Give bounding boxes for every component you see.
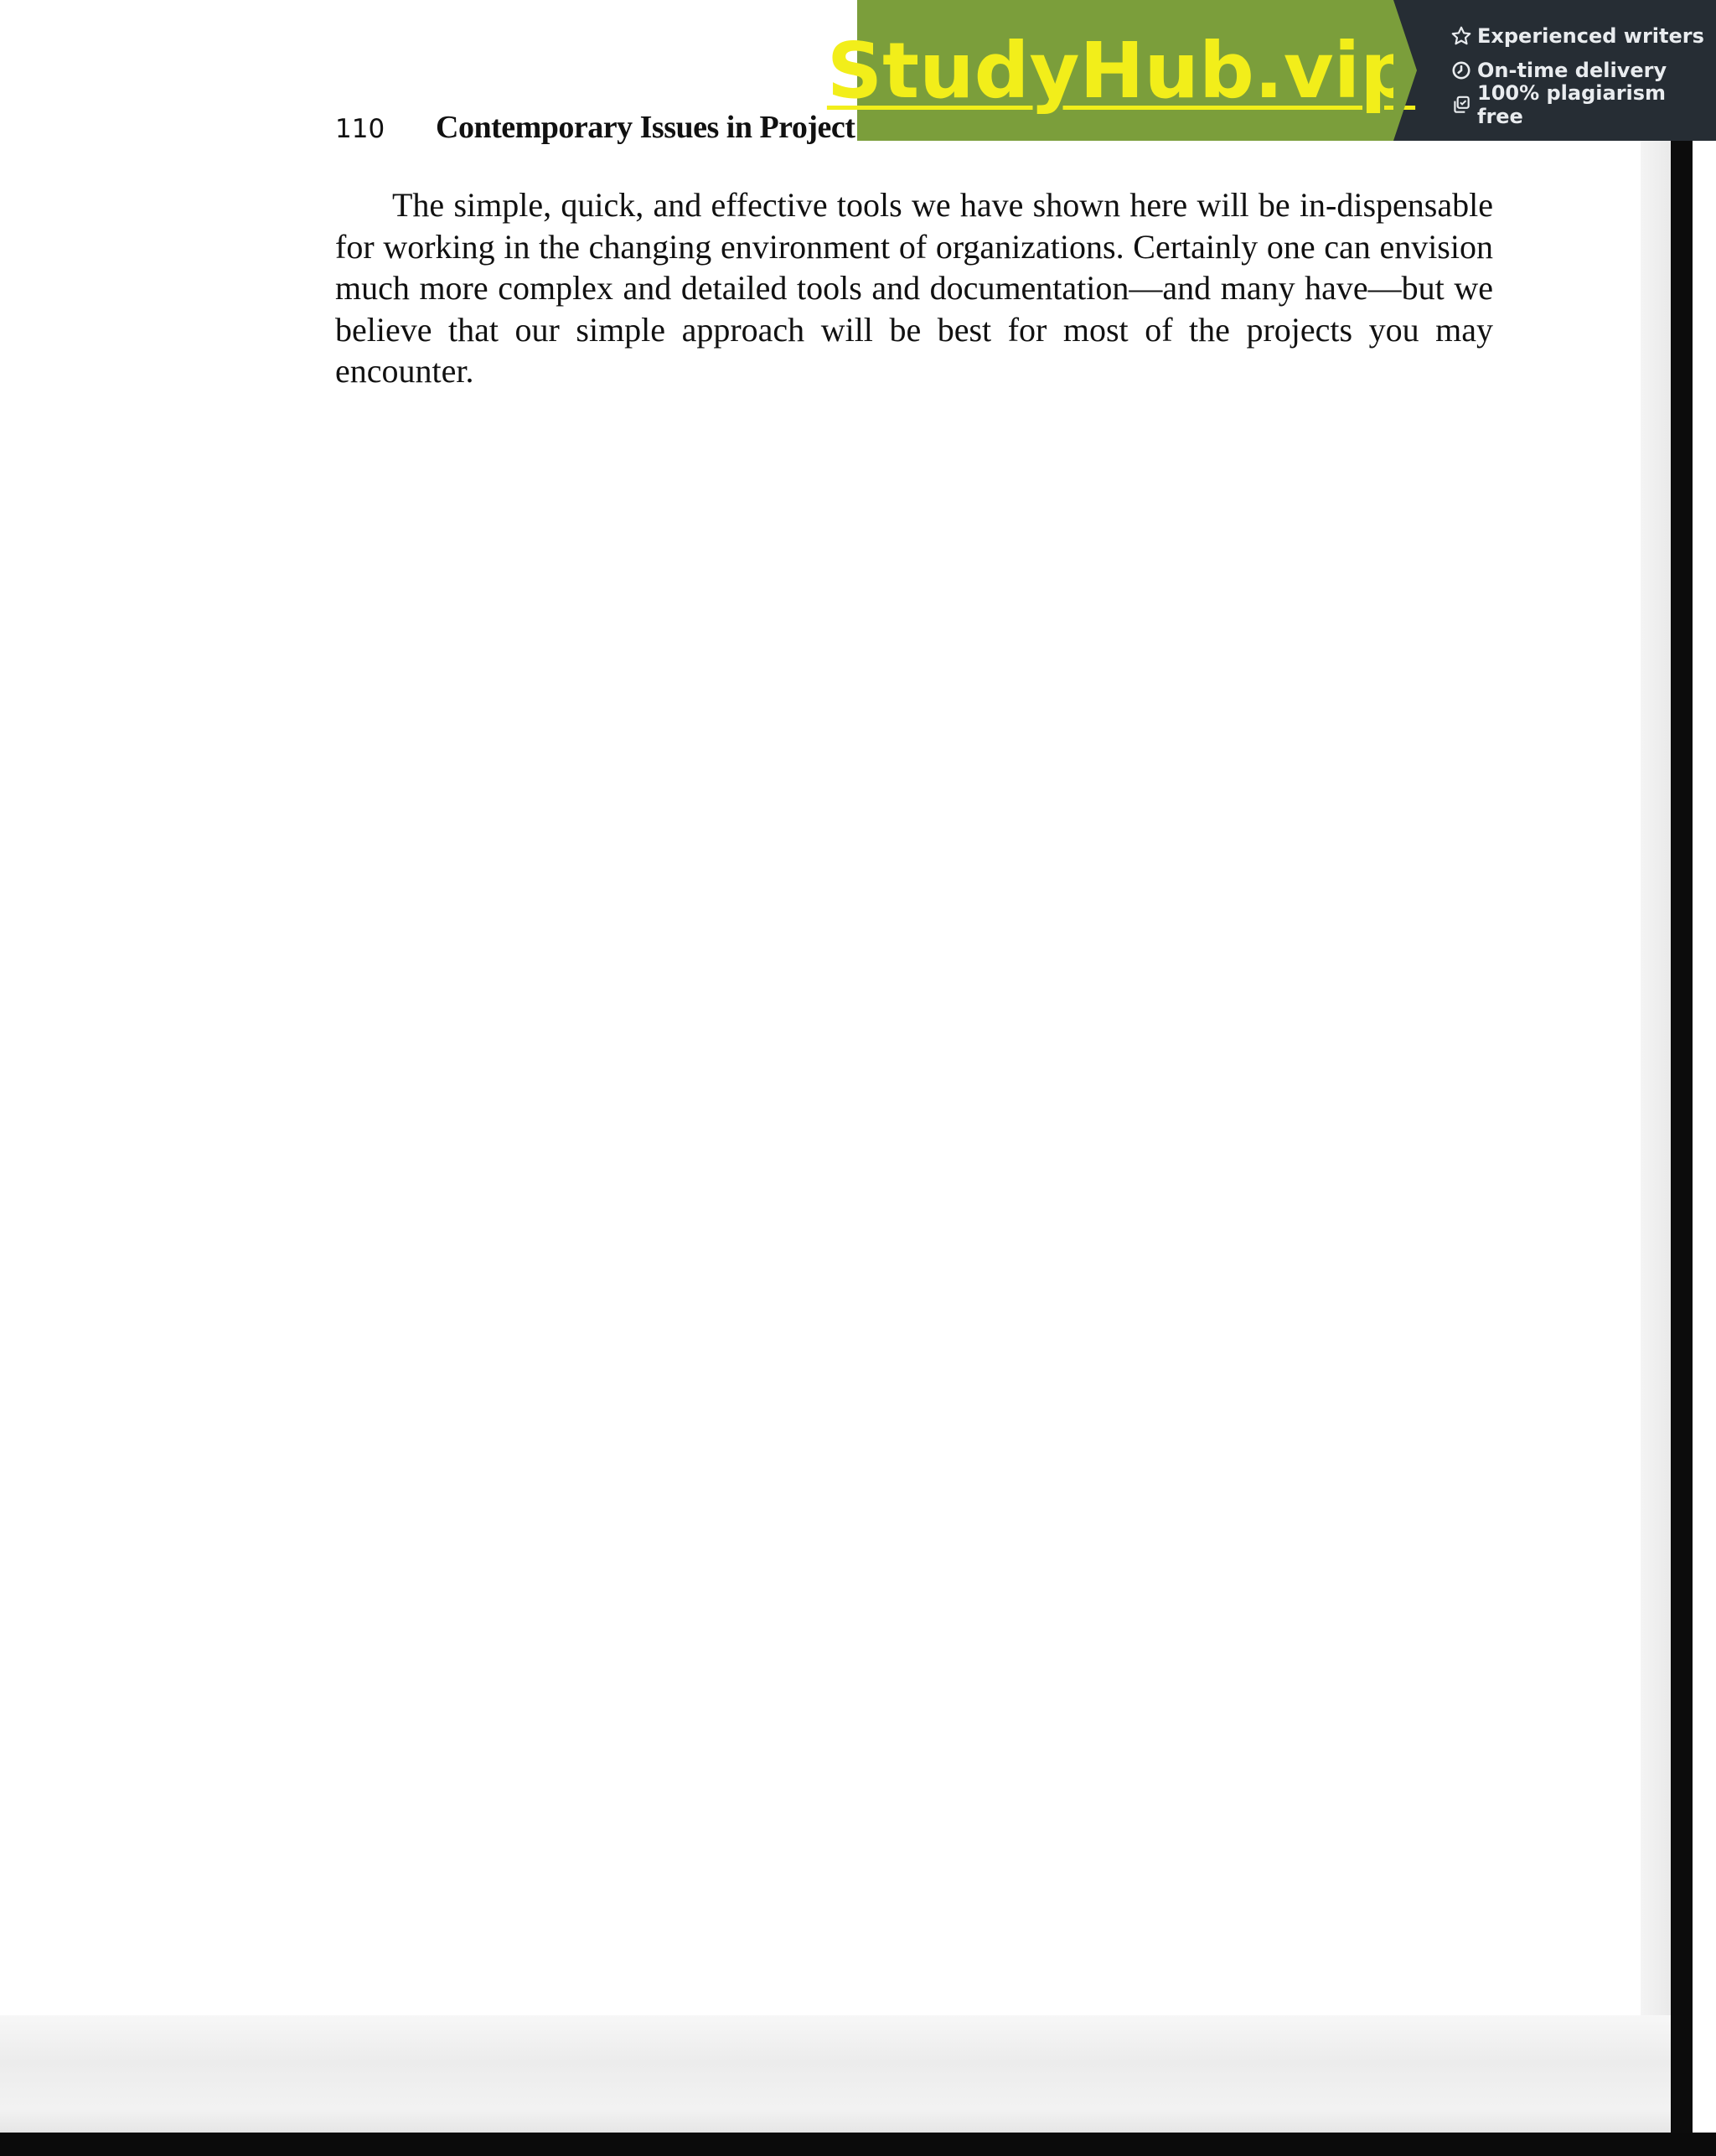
body-paragraph: The simple, quick, and effective tools we have shown here will be in-dispensable for working in the changing environment of organizations. Certainly one can envision much more complex and detailed tools and documentation—and many have—but we believe that our simple approach will be best for most of the projects you may encounter. xyxy=(335,186,1493,390)
watermark-banner[interactable] xyxy=(826,0,1716,141)
brand-block[interactable] xyxy=(826,0,1416,141)
running-head xyxy=(335,109,855,151)
feature-item xyxy=(1450,81,1716,128)
copy-icon xyxy=(1450,94,1472,116)
running-title: Contemporary Issues in Project xyxy=(436,110,855,145)
feature-label: On-time delivery xyxy=(1477,59,1667,82)
scan-shadow-bottom xyxy=(0,2015,1671,2133)
star-icon xyxy=(1450,25,1472,47)
brand-name[interactable]: StudyHub.vip xyxy=(826,25,1416,116)
scan-edge-bottom xyxy=(0,2133,1716,2156)
feature-item xyxy=(1450,23,1716,50)
feature-item xyxy=(1450,57,1716,85)
page-number: 110 xyxy=(335,114,385,144)
scan-shadow-right xyxy=(1641,126,1671,2019)
scan-margin-right xyxy=(1693,126,1716,2133)
feature-list xyxy=(1393,0,1716,141)
feature-label: Experienced writers xyxy=(1477,24,1704,48)
clock-icon xyxy=(1450,59,1472,81)
scan-edge-right xyxy=(1671,126,1693,2156)
feature-label: 100% plagiarism free xyxy=(1477,81,1667,128)
